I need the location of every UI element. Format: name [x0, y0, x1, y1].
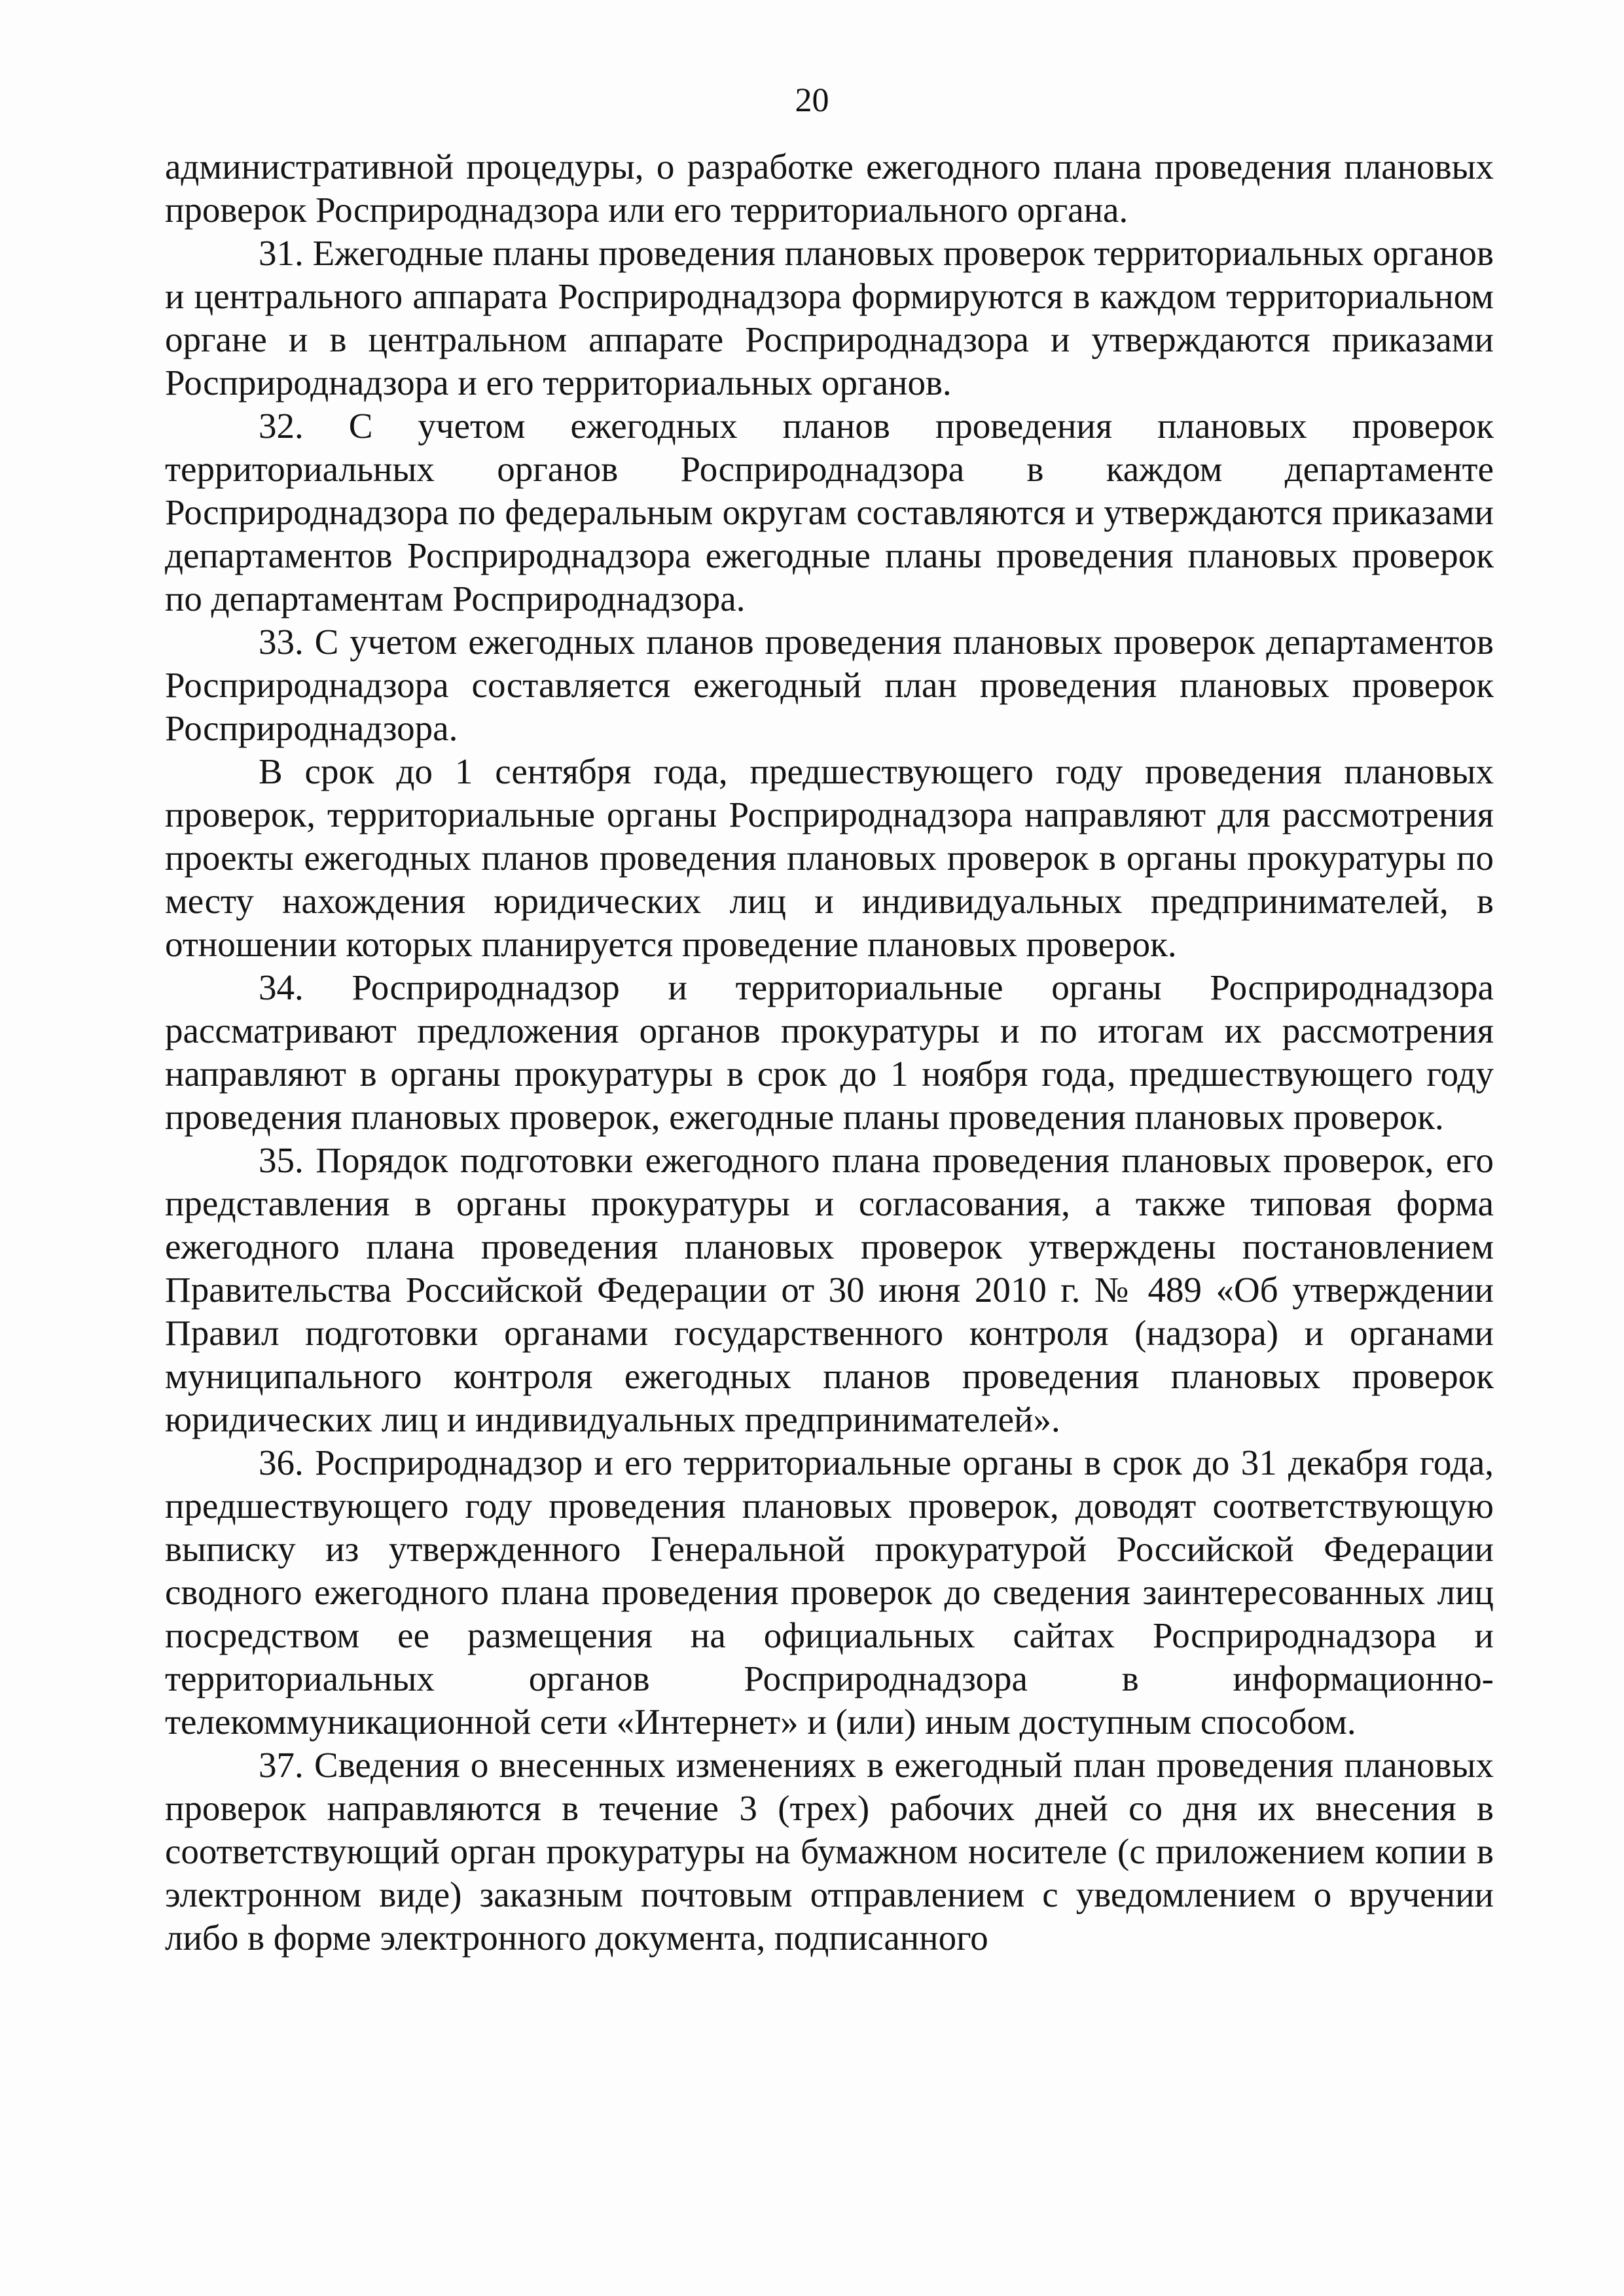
paragraph-continuation: административной процедуры, о разработке ежегодного плана проведения плановых проверок Росприроднадзора или его территориального органа.	[165, 147, 1494, 230]
paragraph-32: 32. С учетом ежегодных планов проведения плановых проверок территориальных органов Росприроднадзора в каждом департаменте Росприроднадзора по федеральным округам составляются и утверждаются приказами департаментов Росприроднадзора ежегодные планы проведения плановых проверок по департаментам Росприроднадзора.	[165, 406, 1494, 619]
paragraph-33-deadline: В срок до 1 сентября года, предшествующего году проведения плановых проверок, территориальные органы Росприроднадзора направляют для рассмотрения проекты ежегодных планов проведения плановых проверок в органы прокуратуры по месту нахождения юридических лиц и индивидуальных предпринимателей, в отношении которых планируется проведение плановых проверок.	[165, 751, 1494, 964]
page-number: 20	[795, 82, 829, 119]
paragraph-34: 34. Росприроднадзор и территориальные органы Росприроднадзора рассматривают предложения органов прокуратуры и по итогам их рассмотрения направляют в органы прокуратуры в срок до 1 ноября года, предшествующего году проведения плановых проверок, ежегодные планы проведения плановых проверок.	[165, 967, 1494, 1137]
paragraph-37: 37. Сведения о внесенных изменениях в ежегодный план проведения плановых проверок направляются в течение 3 (трех) рабочих дней со дня их внесения в соответствующий орган прокуратуры на бумажном носителе (с приложением копии в электронном виде) заказным почтовым отправлением с уведомлением о вручении либо в форме электронного документа, подписанного	[165, 1745, 1494, 1958]
document-text	[165, 145, 1494, 1960]
paragraph-33: 33. С учетом ежегодных планов проведения плановых проверок департаментов Росприроднадзора составляется ежегодный план проведения плановых проверок Росприроднадзора.	[165, 622, 1494, 748]
paragraph-35: 35. Порядок подготовки ежегодного плана проведения плановых проверок, его представления в органы прокуратуры и согласования, а также типовая форма ежегодного плана проведения плановых проверок утверждены постановлением Правительства Российской Федерации от 30 июня 2010 г. № 489 «Об утверждении Правил подготовки органами государственного контроля (надзора) и органами муниципального контроля ежегодных планов проведения плановых проверок юридических лиц и индивидуальных предпринимателей».	[165, 1140, 1494, 1439]
paragraph-31: 31. Ежегодные планы проведения плановых проверок территориальных органов и центрального аппарата Росприроднадзора формируются в каждом территориальном органе и в центральном аппарате Росприроднадзора и утверждаются приказами Росприроднадзора и его территориальных органов.	[165, 233, 1494, 403]
paragraph-36: 36. Росприроднадзор и его территориальные органы в срок до 31 декабря года, предшествующего году проведения плановых проверок, доводят соответствующую выписку из утвержденного Генеральной прокуратурой Российской Федерации сводного ежегодного плана проведения проверок до сведения заинтересованных лиц посредством ее размещения на официальных сайтах Росприроднадзора и территориальных органов Росприроднадзора в информационно-телекоммуникационной сети «Интернет» и (или) иным доступным способом.	[165, 1443, 1494, 1742]
